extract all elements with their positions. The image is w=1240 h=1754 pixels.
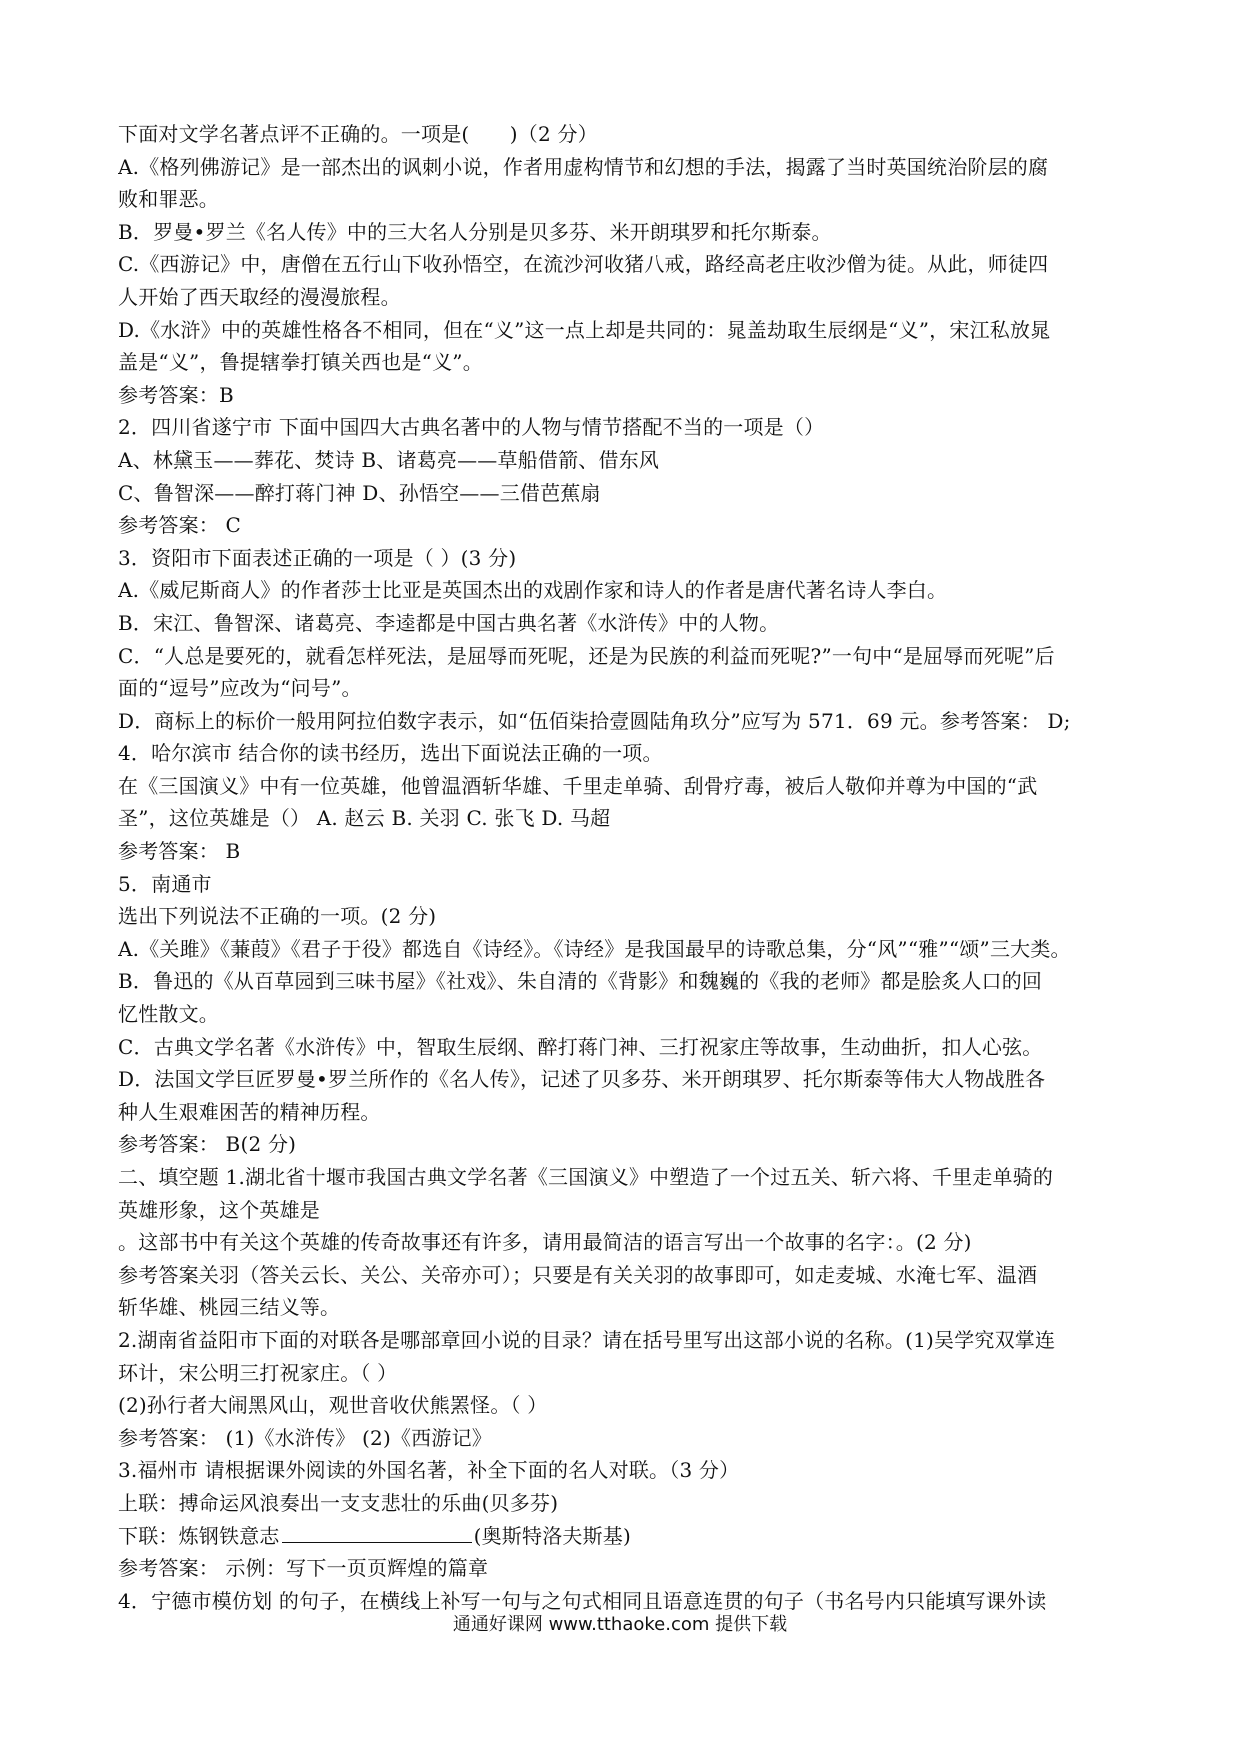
answer-line: 参考答案： C bbox=[118, 513, 242, 538]
section-heading-line: 二、填空题 1.湖北省十堰市我国古典文学名著《三国演义》中塑造了一个过五关、斩六将、千里走单骑的 bbox=[118, 1165, 1054, 1189]
question-line: 4．宁德市模仿划 的句子，在横线上补写一句与之句式相同且语意连贯的句子（书名号内只能填写课外读 bbox=[118, 1588, 1047, 1613]
text-line: A.《关雎》《蒹葭》《君子于役》都选自《诗经》。《诗经》是我国最早的诗歌总集，分“风”“雅”“颂”三大类。 bbox=[118, 936, 1071, 961]
text-line: 种人生艰难困苦的精神历程。 bbox=[118, 1099, 381, 1124]
text-line: 面的“逗号”应改为“问号”。 bbox=[118, 676, 362, 701]
text-line: (2)孙行者大闹黑风山，观世音收伏熊罴怪。（ ） bbox=[118, 1393, 548, 1418]
text-line: 盖是“义”，鲁提辖拳打镇关西也是“义”。 bbox=[118, 350, 483, 375]
text-line: 下面对文学名著点评不正确的。一项是( )（2 分） bbox=[118, 122, 598, 146]
text-line: C、鲁智深——醉打蒋门神 D、孙悟空——三借芭蕉扇 bbox=[118, 480, 601, 505]
fill-in-line bbox=[118, 1520, 1124, 1553]
text-line: B．鲁迅的《从百草园到三味书屋》《社戏》、朱自清的《背影》和魏巍的《我的老师》都是脍炙人口的回 bbox=[118, 969, 1043, 994]
text-line: 忆性散文。 bbox=[118, 1002, 219, 1027]
text-line: 英雄形象，这个英雄是 bbox=[118, 1197, 320, 1222]
text-line: C．古典文学名著《水浒传》中，智取生辰纲、醉打蒋门神、三打祝家庄等故事，生动曲折，扣人心弦。 bbox=[118, 1034, 1043, 1059]
answer-line: 参考答案关羽（答关云长、关公、关帝亦可）；只要是有关关羽的故事即可，如走麦城、水淹七军、温酒 bbox=[118, 1262, 1038, 1287]
text-line: D．商标上的标价一般用阿拉伯数字表示，如“伍佰柒拾壹圆陆角玖分”应写为 571．69 元。参考答案： D; bbox=[118, 708, 1071, 733]
text-line: 在《三国演义》中有一位英雄，他曾温酒斩华雄、千里走单骑、刮骨疗毒，被后人敬仰并尊为中国的“武 bbox=[118, 773, 1038, 798]
question-line: 4．哈尔滨市 结合你的读书经历，选出下面说法正确的一项。 bbox=[118, 741, 663, 766]
question-line: 2.湖南省益阳市下面的对联各是哪部章回小说的目录？请在括号里写出这部小说的名称。(1)吴学究双掌连 bbox=[118, 1327, 1056, 1352]
fill-in-prefix: 下联：炼钢铁意志 bbox=[118, 1523, 280, 1548]
text-line: A.《威尼斯商人》的作者莎士比亚是英国杰出的戏剧作家和诗人的作者是唐代著名诗人李白。 bbox=[118, 578, 948, 603]
text-line: C．“人总是要死的，就看怎样死法，是屈辱而死呢，还是为民族的利益而死呢?”一句中“是屈辱而死呢”后 bbox=[118, 643, 1055, 668]
text-line: 上联：搏命运风浪奏出一支支悲壮的乐曲(贝多芬) bbox=[118, 1490, 559, 1515]
text-line: B．宋江、鲁智深、诸葛亮、李逵都是中国古典名著《水浒传》中的人物。 bbox=[118, 610, 780, 635]
question-line: 2．四川省遂宁市 下面中国四大古典名著中的人物与情节搭配不当的一项是（） bbox=[118, 415, 825, 440]
text-line: D．法国文学巨匠罗曼•罗兰所作的《名人传》，记述了贝多芬、米开朗琪罗、托尔斯泰等伟大人物战胜各 bbox=[118, 1067, 1046, 1092]
text-line: 人开始了西天取经的漫漫旅程。 bbox=[118, 284, 401, 309]
text-line: 圣”，这位英雄是（） A. 赵云 B. 关羽 C. 张飞 D. 马超 bbox=[118, 806, 611, 831]
text-line: A、林黛玉——葬花、焚诗 B、诸葛亮——草船借箭、借东风 bbox=[118, 447, 660, 472]
page-footer: 通通好课网 www.tthaoke.com 提供下载 bbox=[452, 1614, 788, 1635]
text-line: 环计，宋公明三打祝家庄。（ ） bbox=[118, 1360, 398, 1385]
answer-line: 参考答案： B(2 分) bbox=[118, 1132, 297, 1157]
text-line: A.《格列佛游记》是一部杰出的讽刺小说，作者用虚构情节和幻想的手法，揭露了当时英国统治阶层的腐 bbox=[118, 154, 1049, 179]
question-line: 3.福州市 请根据课外阅读的外国名著，补全下面的名人对联。（3 分） bbox=[118, 1458, 740, 1483]
question-line: 5．南通市 bbox=[118, 871, 212, 896]
answer-line: 参考答案： B bbox=[118, 839, 241, 864]
document-body bbox=[118, 118, 1124, 1617]
answer-line: 参考答案： 示例：写下一页页辉煌的篇章 bbox=[118, 1556, 489, 1581]
text-line: 。这部书中有关这个英雄的传奇故事还有许多，请用最简洁的语言写出一个故事的名字：。(2 分) bbox=[118, 1230, 972, 1255]
fill-in-suffix: (奥斯特洛夫斯基) bbox=[473, 1523, 632, 1548]
answer-line: 参考答案：B bbox=[118, 382, 234, 407]
text-line: B．罗曼•罗兰《名人传》中的三大名人分别是贝多芬、米开朗琪罗和托尔斯泰。 bbox=[118, 219, 832, 244]
answer-line: 参考答案： (1)《水浒传》 (2)《西游记》 bbox=[118, 1425, 492, 1450]
question-line: 3．资阳市下面表述正确的一项是（ ）(3 分) bbox=[118, 545, 517, 570]
text-line: D.《水浒》中的英雄性格各不相同，但在“义”这一点上却是共同的：晁盖劫取生辰纲是“义”，宋江私放晁 bbox=[118, 317, 1051, 342]
text-line: 选出下列说法不正确的一项。(2 分) bbox=[118, 904, 437, 929]
answer-blank bbox=[282, 1524, 472, 1543]
text-line: 斩华雄、桃园三结义等。 bbox=[118, 1295, 341, 1320]
text-line: 败和罪恶。 bbox=[118, 187, 219, 212]
text-line: C.《西游记》中，唐僧在五行山下收孙悟空，在流沙河收猪八戒，路经高老庄收沙僧为徒。从此，师徒四 bbox=[118, 252, 1049, 277]
